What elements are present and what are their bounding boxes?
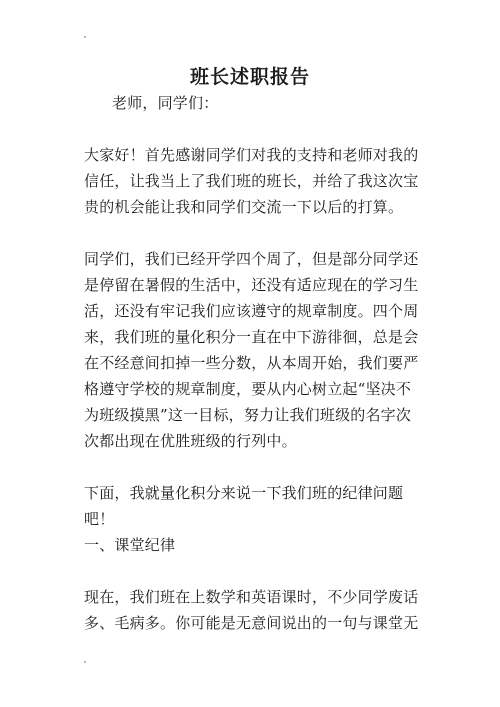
document-title: 班长述职报告	[189, 66, 310, 88]
page-corner-mark	[84, 661, 86, 663]
paragraph-2: 同学们，我们已经开学四个周了，但是部分同学还是停留在暑假的生活中，还没有适应现在的学习生活，还没有牢记我们应该遵守的规章制度。四个周来，我们班的量化积分一直在中下游徘徊，总是会在不经意间扣掉一些分数，从本周开始，我们要严格遵守学校的规章制度，要从内心树立起“坚决不为班级摸黑”这一目标，努力让我们班级的名字次次都出现在优胜班级的行列中。	[84, 250, 419, 450]
greeting: 老师，同学们：	[112, 94, 219, 112]
section-heading-classroom-discipline: 一、课堂纪律	[84, 536, 176, 554]
paragraph-3: 下面，我就量化积分来说一下我们班的纪律问题吧！	[84, 484, 404, 528]
paragraph-1: 大家好！首先感谢同学们对我的支持和老师对我的信任，让我当上了我们班的班长，并给了我这次宝贵的机会能让我和同学们交流一下以后的打算。	[84, 146, 419, 216]
page-corner-mark	[84, 36, 86, 38]
paragraph-5: 现在，我们班在上数学和英语课时，不少同学废话多、毛病多。你可能是无意间说出的一句与课堂无	[84, 588, 419, 632]
